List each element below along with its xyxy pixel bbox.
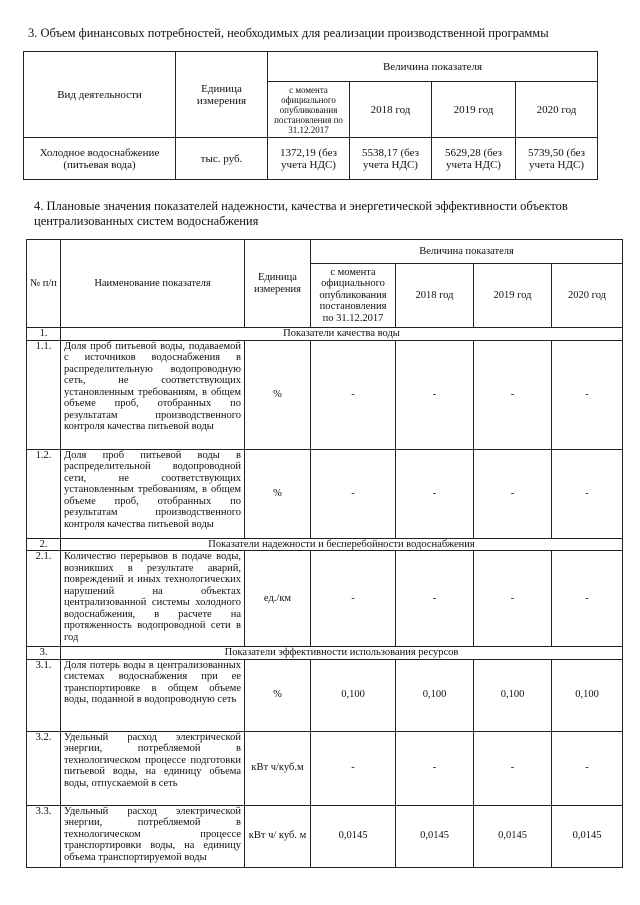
row-2018: 0,0145 — [396, 805, 474, 867]
row-unit: % — [245, 659, 311, 731]
header-2019: 2019 год — [474, 264, 552, 328]
group-title: Показатели надежности и бесперебойности водоснабжения — [61, 538, 623, 551]
row-2020: 0,0145 — [552, 805, 623, 867]
table-row — [27, 449, 623, 538]
header-unit: Единица измерения — [245, 240, 311, 328]
cell-unit: тыс. руб. — [176, 138, 268, 180]
cell-activity: Холодное водоснабжение (питьевая вода) — [24, 138, 176, 180]
section3-heading: 3. Объем финансовых потребностей, необходимых для реализации производственной программы — [28, 26, 549, 40]
row-unit: ед./км — [245, 551, 311, 647]
row-no: 3.3. — [27, 805, 61, 867]
row-unit: кВт ч/ куб. м — [245, 805, 311, 867]
row-2018: 0,100 — [396, 659, 474, 731]
row-2019: 0,0145 — [474, 805, 552, 867]
row-2019: - — [474, 551, 552, 647]
row-2018: - — [396, 449, 474, 538]
table-row — [27, 340, 623, 449]
row-no: 1.1. — [27, 340, 61, 449]
group-row — [27, 328, 623, 341]
row-unit: кВт ч/куб.м — [245, 731, 311, 805]
row-since: - — [311, 731, 396, 805]
group-row — [27, 538, 623, 551]
table-row — [27, 805, 623, 867]
row-2019: - — [474, 449, 552, 538]
group-title: Показатели качества воды — [61, 328, 623, 341]
row-name: Количество перерывов в подаче воды, возникших в результате аварий, повреждений и иных технологических нарушений на объектах централизованной системы холодного водоснабжения, в расчете на протяженность водопроводной сети в год — [61, 551, 245, 647]
group-no: 3. — [27, 647, 61, 660]
group-no: 1. — [27, 328, 61, 341]
row-no: 1.2. — [27, 449, 61, 538]
row-since: 0,100 — [311, 659, 396, 731]
row-name: Доля проб питьевой воды, подаваемой с источников водоснабжения в распределительную водопроводную сеть, не соответствующих установленным требованиям, в общем объеме проб, отобранных по результатам производственного контроля качества питьевой воды — [61, 340, 245, 449]
section4-heading: 4. Плановые значения показателей надежности, качества и энергетической эффективности объектов централизованных систем водоснабжения — [34, 199, 568, 228]
cell-since: 1372,19 (без учета НДС) — [268, 138, 350, 180]
header-name: Наименование показателя — [61, 240, 245, 328]
row-since: - — [311, 449, 396, 538]
row-name: Удельный расход электрической энергии, потребляемой в технологическом процессе транспортировки воды, на единицу объема транспортируемой воды — [61, 805, 245, 867]
header-2020: 2020 год — [516, 82, 598, 138]
row-unit: % — [245, 449, 311, 538]
row-2018: - — [396, 340, 474, 449]
table-row — [27, 659, 623, 731]
header-value: Величина показателя — [311, 240, 623, 264]
row-2018: - — [396, 551, 474, 647]
header-unit: Единица измерения — [176, 52, 268, 138]
cell-2019: 5629,28 (без учета НДС) — [432, 138, 516, 180]
row-2020: - — [552, 731, 623, 805]
table-row — [27, 731, 623, 805]
table-row — [27, 551, 623, 647]
group-row — [27, 647, 623, 660]
row-no: 3.1. — [27, 659, 61, 731]
row-2019: - — [474, 731, 552, 805]
header-2020: 2020 год — [552, 264, 623, 328]
header-2018: 2018 год — [350, 82, 432, 138]
row-since: - — [311, 340, 396, 449]
row-since: 0,0145 — [311, 805, 396, 867]
group-no: 2. — [27, 538, 61, 551]
header-2018: 2018 год — [396, 264, 474, 328]
indicators-table — [26, 239, 623, 868]
header-value: Величина показателя — [268, 52, 598, 82]
row-no: 3.2. — [27, 731, 61, 805]
financial-needs-table — [23, 51, 598, 180]
group-title: Показатели эффективности использования ресурсов — [61, 647, 623, 660]
row-2020: - — [552, 449, 623, 538]
row-name: Удельный расход электрической энергии, потребляемой в технологическом процессе подготовки питьевой воды, на единицу объема воды, отпускаемой в сеть — [61, 731, 245, 805]
row-unit: % — [245, 340, 311, 449]
header-activity: Вид деятельности — [24, 52, 176, 138]
row-2018: - — [396, 731, 474, 805]
row-2020: - — [552, 340, 623, 449]
header-no: № п/п — [27, 240, 61, 328]
row-name: Доля потерь воды в централизованных системах водоснабжения при ее транспортировке в общем объеме воды, поданной в водопроводную сеть — [61, 659, 245, 731]
cell-2018: 5538,17 (без учета НДС) — [350, 138, 432, 180]
header-2019: 2019 год — [432, 82, 516, 138]
row-2020: - — [552, 551, 623, 647]
row-2019: 0,100 — [474, 659, 552, 731]
row-no: 2.1. — [27, 551, 61, 647]
row-name: Доля проб питьевой воды в распределительной водопроводной сети, не соответствующих установленным требованиям, в общем объеме проб, отобранных по результатам производственного контроля качества питьевой воды — [61, 449, 245, 538]
row-2019: - — [474, 340, 552, 449]
cell-2020: 5739,50 (без учета НДС) — [516, 138, 598, 180]
header-since: с момента официального опубликования постановления по 31.12.2017 — [268, 82, 350, 138]
header-since: с момента официального опубликования постановления по 31.12.2017 — [311, 264, 396, 328]
row-since: - — [311, 551, 396, 647]
row-2020: 0,100 — [552, 659, 623, 731]
